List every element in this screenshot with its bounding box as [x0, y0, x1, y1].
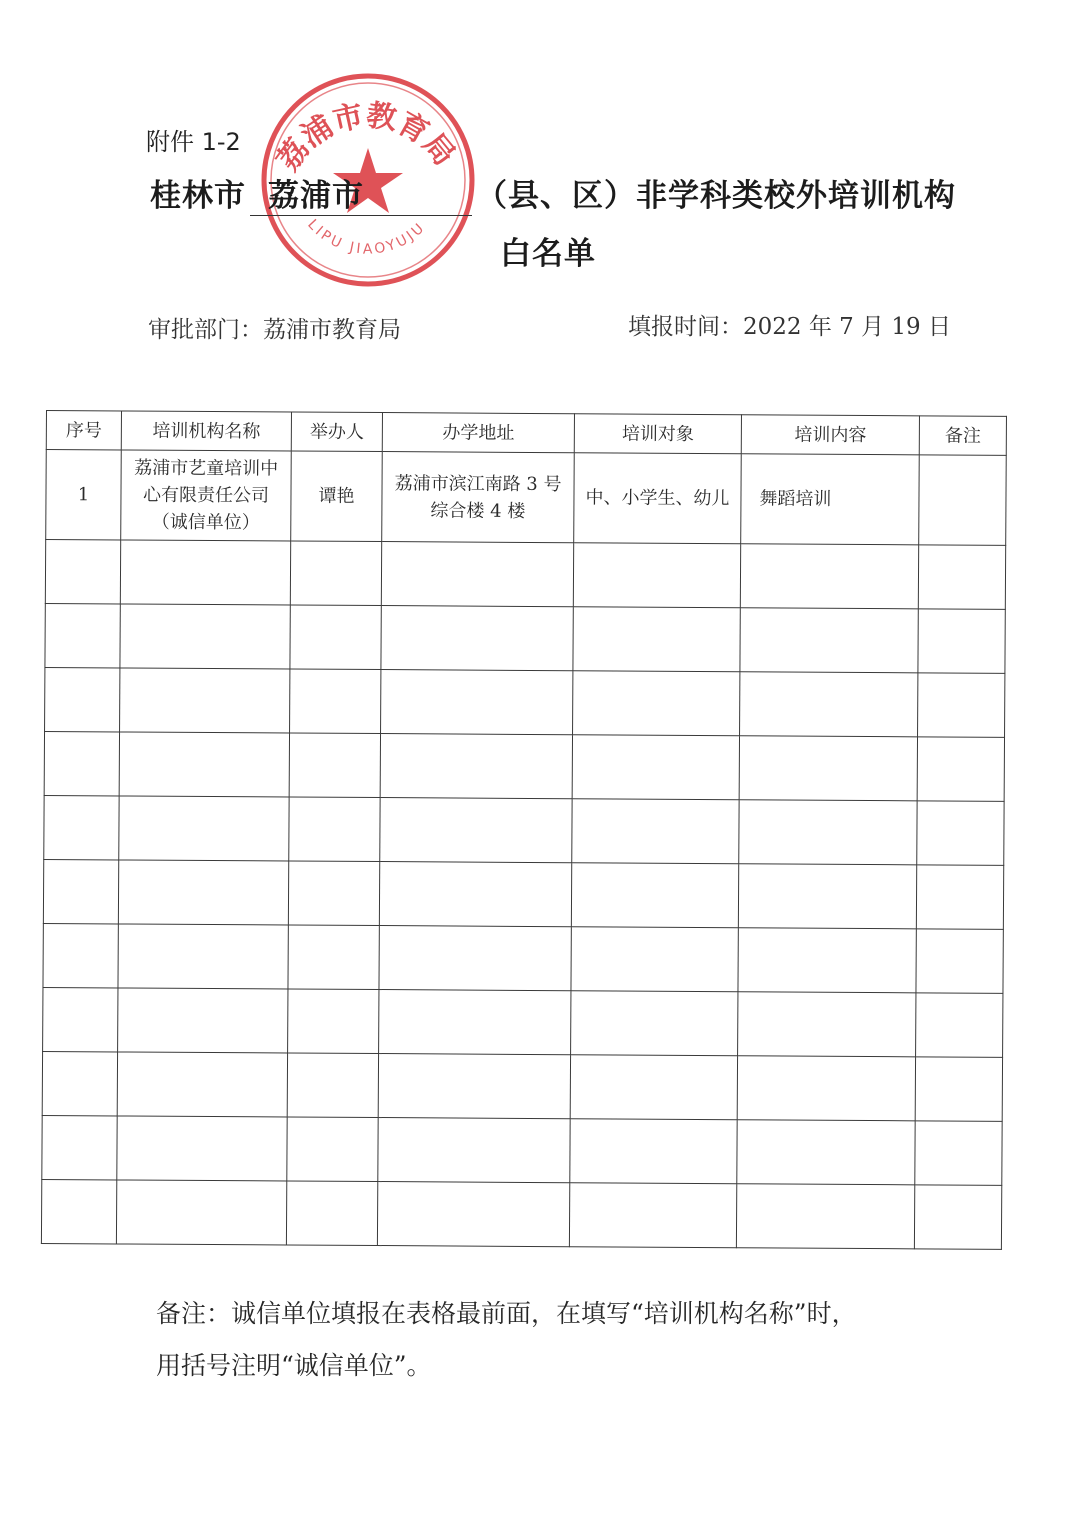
- whitelist-table: [41, 410, 1006, 1250]
- table-row-empty: [44, 731, 1004, 801]
- table-row-empty: [41, 1179, 1001, 1249]
- table-row-empty: [43, 987, 1003, 1057]
- table-row-empty: [44, 795, 1004, 865]
- table-header-row: [46, 411, 1006, 456]
- title-city: 桂林市: [150, 178, 246, 214]
- header-org-name: 培训机构名称: [121, 411, 291, 451]
- title-county-fill: 荔浦市: [250, 170, 472, 216]
- svg-text:荔浦市教育局: 荔浦市教育局: [270, 97, 462, 178]
- table-row-empty: [42, 1051, 1002, 1121]
- header-founder: 举办人: [291, 412, 382, 452]
- table-row-empty: [43, 923, 1003, 993]
- header-remark: 备注: [919, 416, 1006, 456]
- table-row-empty: [45, 603, 1005, 673]
- annex-label: 附件 1-2: [146, 128, 241, 156]
- cell-target: 中、小学生、幼儿: [574, 453, 742, 544]
- table-row-empty: [45, 667, 1005, 737]
- table-row-empty: [45, 540, 1005, 610]
- footnote: [156, 1288, 956, 1392]
- report-date: 填报时间：2022 年 7 月 19 日: [628, 314, 951, 340]
- cell-index: 1: [46, 450, 122, 540]
- footnote-line-2: 用括号注明“诚信单位”。: [156, 1351, 432, 1380]
- cell-founder: 谭艳: [291, 451, 383, 542]
- header-index: 序号: [46, 411, 121, 450]
- table-row: [46, 450, 1007, 546]
- cell-org-name: 荔浦市艺童培训中心有限责任公司（诚信单位）: [121, 450, 292, 541]
- footnote-line-1: 备注：诚信单位填报在表格最前面，在填写“培训机构名称”时，: [156, 1299, 857, 1328]
- approval-department: 审批部门：荔浦市教育局: [148, 317, 401, 343]
- header-target: 培训对象: [574, 414, 741, 454]
- document-title: [150, 170, 956, 216]
- cell-address: 荔浦市滨江南路 3 号综合楼 4 楼: [382, 452, 575, 543]
- document-subtitle: 白名单: [500, 236, 596, 272]
- header-address: 办学地址: [382, 413, 574, 453]
- title-suffix: （县、区）非学科类校外培训机构: [476, 178, 956, 214]
- svg-text:LIPU JIAOYUJU: LIPU JIAOYUJU: [304, 216, 430, 258]
- table-row-empty: [42, 1115, 1002, 1185]
- table-row-empty: [43, 859, 1003, 929]
- cell-remark: [919, 455, 1007, 546]
- cell-content: 舞蹈培训: [741, 454, 920, 545]
- header-content: 培训内容: [741, 415, 919, 455]
